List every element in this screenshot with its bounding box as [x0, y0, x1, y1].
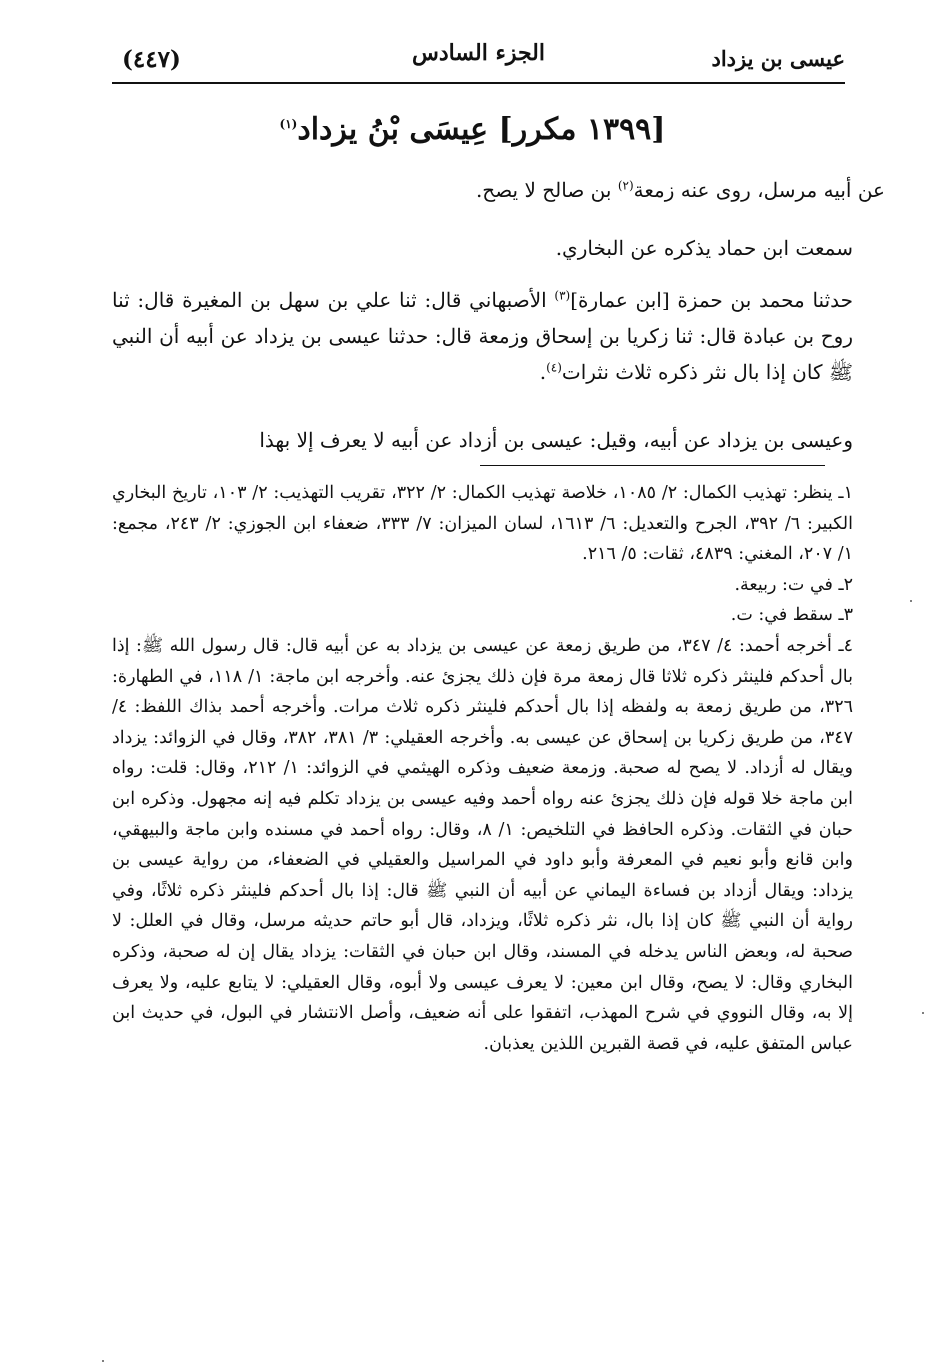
paragraph-text: وعيسى بن يزداد عن أبيه، وقيل: عيسى بن أزداد عن أبيه لا يعرف إلا بهذا	[259, 428, 853, 452]
entry-heading	[150, 112, 795, 147]
page-number: (٤٤٧)	[122, 46, 181, 73]
entry-title-text: [١٣٩٩ مكرر] عِيسَى بْنُ يزداد	[297, 112, 666, 147]
body-paragraph	[112, 282, 853, 390]
footnote: ٣ـ سقط في: ت.	[730, 605, 853, 626]
footnote-separator	[480, 465, 825, 466]
paragraph-text: بن صالح لا يصح.	[475, 178, 618, 202]
volume-title: الجزء السادس	[412, 40, 545, 66]
body-paragraph	[112, 172, 885, 208]
scan-speck	[922, 1012, 924, 1014]
footnote: ٢ـ في ت: ربيعة.	[734, 574, 853, 595]
footnote: ١ـ ينظر: تهذيب الكمال: ٢/ ١٠٨٥، خلاصة تهذيب الكمال: ٢/ ٣٢٢، تقريب التهذيب: ٢/ ١٠٣، تاريخ البخاري الكبير: ٦/ ٣٩٢، الجرح والتعديل: ٦/ ١٦١٣، لسان الميزان: ٧/ ٣٣٣، ضعفاء ابن الجوزي: ٢/ ٢٤٣، مجمع: ١/ ٢٠٧، المغني: ٤٨٣٩، ثقات: ٥/ ٢١٦.	[112, 483, 853, 565]
paragraph-text: سمعت ابن حماد يذكره عن البخاري.	[555, 236, 853, 260]
footnote-ref: (٤)	[546, 360, 562, 375]
footnote-ref: (١)	[279, 117, 298, 131]
paragraph-text: عن أبيه مرسل، روى عنه زمعة	[633, 178, 885, 202]
paragraph-text: .	[539, 360, 547, 384]
scan-speck	[102, 1360, 104, 1362]
body-paragraph	[112, 422, 853, 458]
footnote-ref: (٢)	[617, 178, 634, 193]
body-paragraph	[112, 230, 853, 266]
paragraph-text: حدثنا محمد بن حمزة [ابن عمارة]	[570, 288, 854, 312]
paragraph-text: الأصبهاني قال: ثنا علي بن سهل بن المغيرة قال: ثنا روح بن عبادة قال: ثنا زكريا بن إسحاق وزمعة قال: حدثنا عيسى بن يزداد عن أبيه أن النبي ﷺ كان إذا بال نثر ذكره ثلاث نثرات	[112, 288, 853, 384]
footnote-ref: (٣)	[554, 288, 571, 303]
running-title: عيسى بن يزداد	[711, 46, 845, 71]
page-header	[112, 40, 845, 84]
footnotes	[112, 478, 853, 1059]
scan-speck	[910, 600, 912, 602]
footnote: ٤ـ أخرجه أحمد: ٤/ ٣٤٧، من طريق زمعة عن عيسى بن يزداد به عن أبيه قال: قال رسول الله ﷺ: إذا بال أحدكم فلينثر ذكره ثلاثا قال زمعة مرة فإن ذلك يجزئ عنه. وأخرجه ابن ماجة: ١/ ١١٨، في الطهارة: ٣٢٦، من طريق زمعة به ولفظه إذا بال أحدكم فلينثر ذكره ثلاث مرات. وأخرجه أحمد بذاك اللفظ: ٤/ ٣٤٧، من طريق زكريا بن إسحاق عن عيسى به. وأخرجه العقيلي: ٣/ ٣٨١، ٣٨٢، وقال في الزوائد: يزداد ويقال له أزداد. لا يصح له صحبة. وزمعة ضعيف وذكره الهيثمي في الزوائد: ١/ ٢١٢، وقال: قلت: رواه ابن ماجة خلا قوله فإن ذلك يجزئ عنه رواه أحمد وفيه عيسى بن يزداد تكلم فيه إنه مجهول. وذكره ابن حبان في الثقات. وذكره الحافظ في التلخيص: ١/ ٨، وقال: رواه أحمد في مسنده وابن ماجة والبيهقي، وابن قانع وأبو نعيم في المعرفة وأبو داود في المراسيل والعقيلي في الضعفاء، من رواية عيسى بن يزداد: ويقال أزداد بن فساءة اليماني عن أبيه أن النبي ﷺ قال: إذا بال أحدكم فلينثر ذكره ثلاثًا، وفي رواية أن النبي ﷺ كان إذا بال، نثر ذكره ثلاثًا، ويزداد، قال أبو حاتم حديثه مرسل، وقال في العلل: لا صحبة له، وبعض الناس يدخله في المسند، وقال ابن حبان في الثقات: يزداد يقال إن له صحبة، وذكره البخاري وقال: لا يصح، وقال ابن معين: لا يعرف عيسى ولا أبوه، وقال العقيلي: لا يتابع عليه، ولا يعرف إلا به، وقال النووي في شرح المهذب، اتفقوا على أنه ضعيف، وأصل الانتشار في البول، في حديث ابن عباس المتفق عليه، في قصة القبرين اللذين يعذبان.	[112, 635, 854, 1054]
